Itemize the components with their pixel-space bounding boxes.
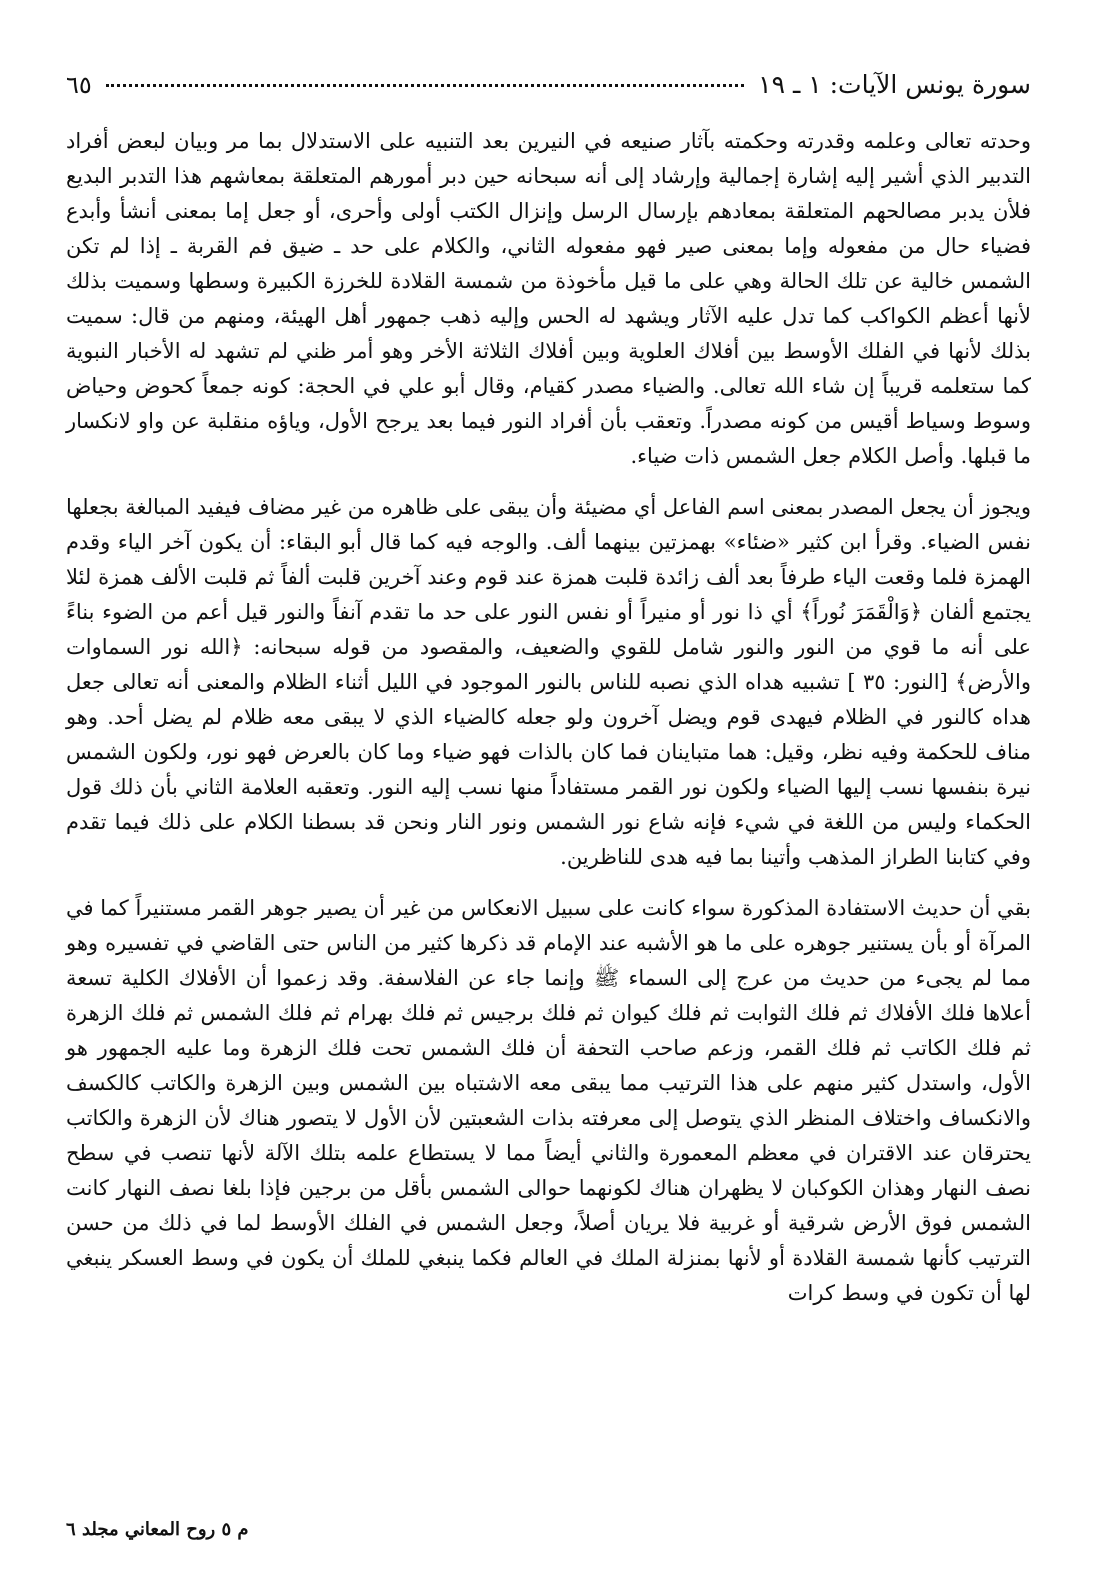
header-dot-leader (106, 83, 744, 87)
running-header (66, 70, 1031, 110)
paragraph-3: بقي أن حديث الاستفادة المذكورة سواء كانت على سبيل الانعكاس من غير أن يصير جوهر القمر مستنيراً كما في المرآة أو بأن يستنير جوهره على ما هو الأشبه عند الإمام قد ذكرها كثير من الناس حتى القاضي في تفسيره وهو مما لم يجىء من حديث من عرج إلى السماء ﷺ وإنما جاء عن الفلاسفة. وقد زعموا أن الأفلاك الكلية تسعة أعلاها فلك الأفلاك ثم فلك الثوابت ثم فلك كيوان ثم فلك برجيس ثم فلك بهرام ثم فلك الشمس ثم فلك الزهرة ثم فلك الكاتب ثم فلك القمر، وزعم صاحب التحفة أن فلك الشمس تحت فلك الزهرة وما عليه الجمهور هو الأول، واستدل كثير منهم على هذا الترتيب مما يبقى معه الاشتباه بين الشمس وبين الزهرة والكاتب كالكسف والانكساف واختلاف المنظر الذي يتوصل إلى معرفته بذات الشعبتين لأن الأول لا يتصور هناك لأن الزهرة والكاتب يحترقان عند الاقتران في معظم المعمورة والثاني أيضاً مما لا يستطاع علمه بتلك الآلة لأنها تنصب في سطح نصف النهار وهذان الكوكبان لا يظهران هناك لكونهما حوالى الشمس بأقل من برجين فإذا بلغا نصف النهار كانت الشمس فوق الأرض شرقية أو غربية فلا يريان أصلاً، وجعل الشمس في الفلك الأوسط لما في ذلك من حسن الترتيب كأنها شمسة القلادة أو لأنها بمنزلة الملك في العالم فكما ينبغي للملك أن يكون في وسط العسكر ينبغي لها أن تكون في وسط كرات (66, 896, 1031, 1305)
page (66, 70, 1031, 1554)
footer-signature: م ٥ روح المعاني مجلد ٦ (66, 1519, 249, 1540)
header-title: سورة يونس الآيات: ١ ـ ١٩ (758, 70, 1031, 99)
paragraph-2: ويجوز أن يجعل المصدر بمعنى اسم الفاعل أي مضيئة وأن يبقى على ظاهره من غير مضاف فيفيد المبالغة بجعلها نفس الضياء. وقرأ ابن كثير «ضئاء» بهمزتين بينهما ألف. والوجه فيه كما قال أبو البقاء: أن يكون آخر الياء وقدم الهمزة فلما وقعت الياء طرفاً بعد ألف زائدة قلبت همزة عند قوم وعند آخرين قلبت ألفاً ثم قلبت الألف همزة لئلا يجتمع ألفان ﴿وَالْقَمَرَ نُوراً﴾ أي ذا نور أو منيراً أو نفس النور على حد ما تقدم آنفاً والنور قيل أعم من الضوء بناءً على أنه ما قوي من النور والنور شامل للقوي والضعيف، والمقصود من قوله سبحانه: ﴿الله نور السماوات والأرض﴾ [النور: ٣٥ ] تشبيه هداه الذي نصبه للناس بالنور الموجود في الليل أثناء الظلام والمعنى أنه تعالى جعل هداه كالنور في الظلام فيهدى قوم ويضل آخرون ولو جعله كالضياء الذي لا يبقى معه ظلام لم يضل أحد. وهو مناف للحكمة وفيه نظر، وقيل: هما متباينان فما كان بالذات فهو ضياء وما كان بالعرض فهو نور، ولكون الشمس نيرة بنفسها نسب إليها الضياء ولكون نور القمر مستفاداً منها نسب إليه النور. وتعقبه العلامة الثاني بأن ذلك قول الحكماء وليس من اللغة في شيء فإنه شاع نور الشمس ونور النار ونحن قد بسطنا الكلام على ذلك فيما تقدم وفي كتابنا الطراز المذهب وأتينا بما فيه هدى للناظرين. (66, 495, 1031, 869)
paragraph-1: وحدته تعالى وعلمه وقدرته وحكمته بآثار صنيعه في النيرين بعد التنبيه على الاستدلال بما مر وبيان لبعض أفراد التدبير الذي أشير إليه إشارة إجمالية وإرشاد إلى أنه سبحانه حين دبر أمورهم المتعلقة بمعاشهم هذا التدبر البديع فلأن يدبر مصالحهم المتعلقة بمعادهم بإرسال الرسل وإنزال الكتب أولى وأحرى، أو جعل إما بمعنى أنشأ وأبدع فضياء حال من مفعوله وإما بمعنى صير فهو مفعوله الثاني، والكلام على حد ـ ضيق فم القربة ـ إذا لم تكن الشمس خالية عن تلك الحالة وهي على ما قيل مأخوذة من شمسة القلادة للخرزة الكبيرة وسطها وسميت بذلك لأنها أعظم الكواكب كما تدل عليه الآثار ويشهد له الحس وإليه ذهب جمهور أهل الهيئة، ومنهم من قال: سميت بذلك لأنها في الفلك الأوسط بين أفلاك العلوية وبين أفلاك الثلاثة الأخر وهو أمر ظني لم تشهد له الأخبار النبوية كما ستعلمه قريباً إن شاء الله تعالى. والضياء مصدر كقيام، وقال أبو علي في الحجة: كونه جمعاً كحوض وحياض وسوط وسياط أقيس من كونه مصدراً. وتعقب بأن أفراد النور فيما بعد يرجح الأول، وياؤه منقلبة عن واو لانكسار ما قبلها. وأصل الكلام جعل الشمس ذات ضياء. (66, 129, 1031, 468)
body-text (66, 124, 1031, 1311)
page-number: ٦٥ (66, 71, 92, 99)
